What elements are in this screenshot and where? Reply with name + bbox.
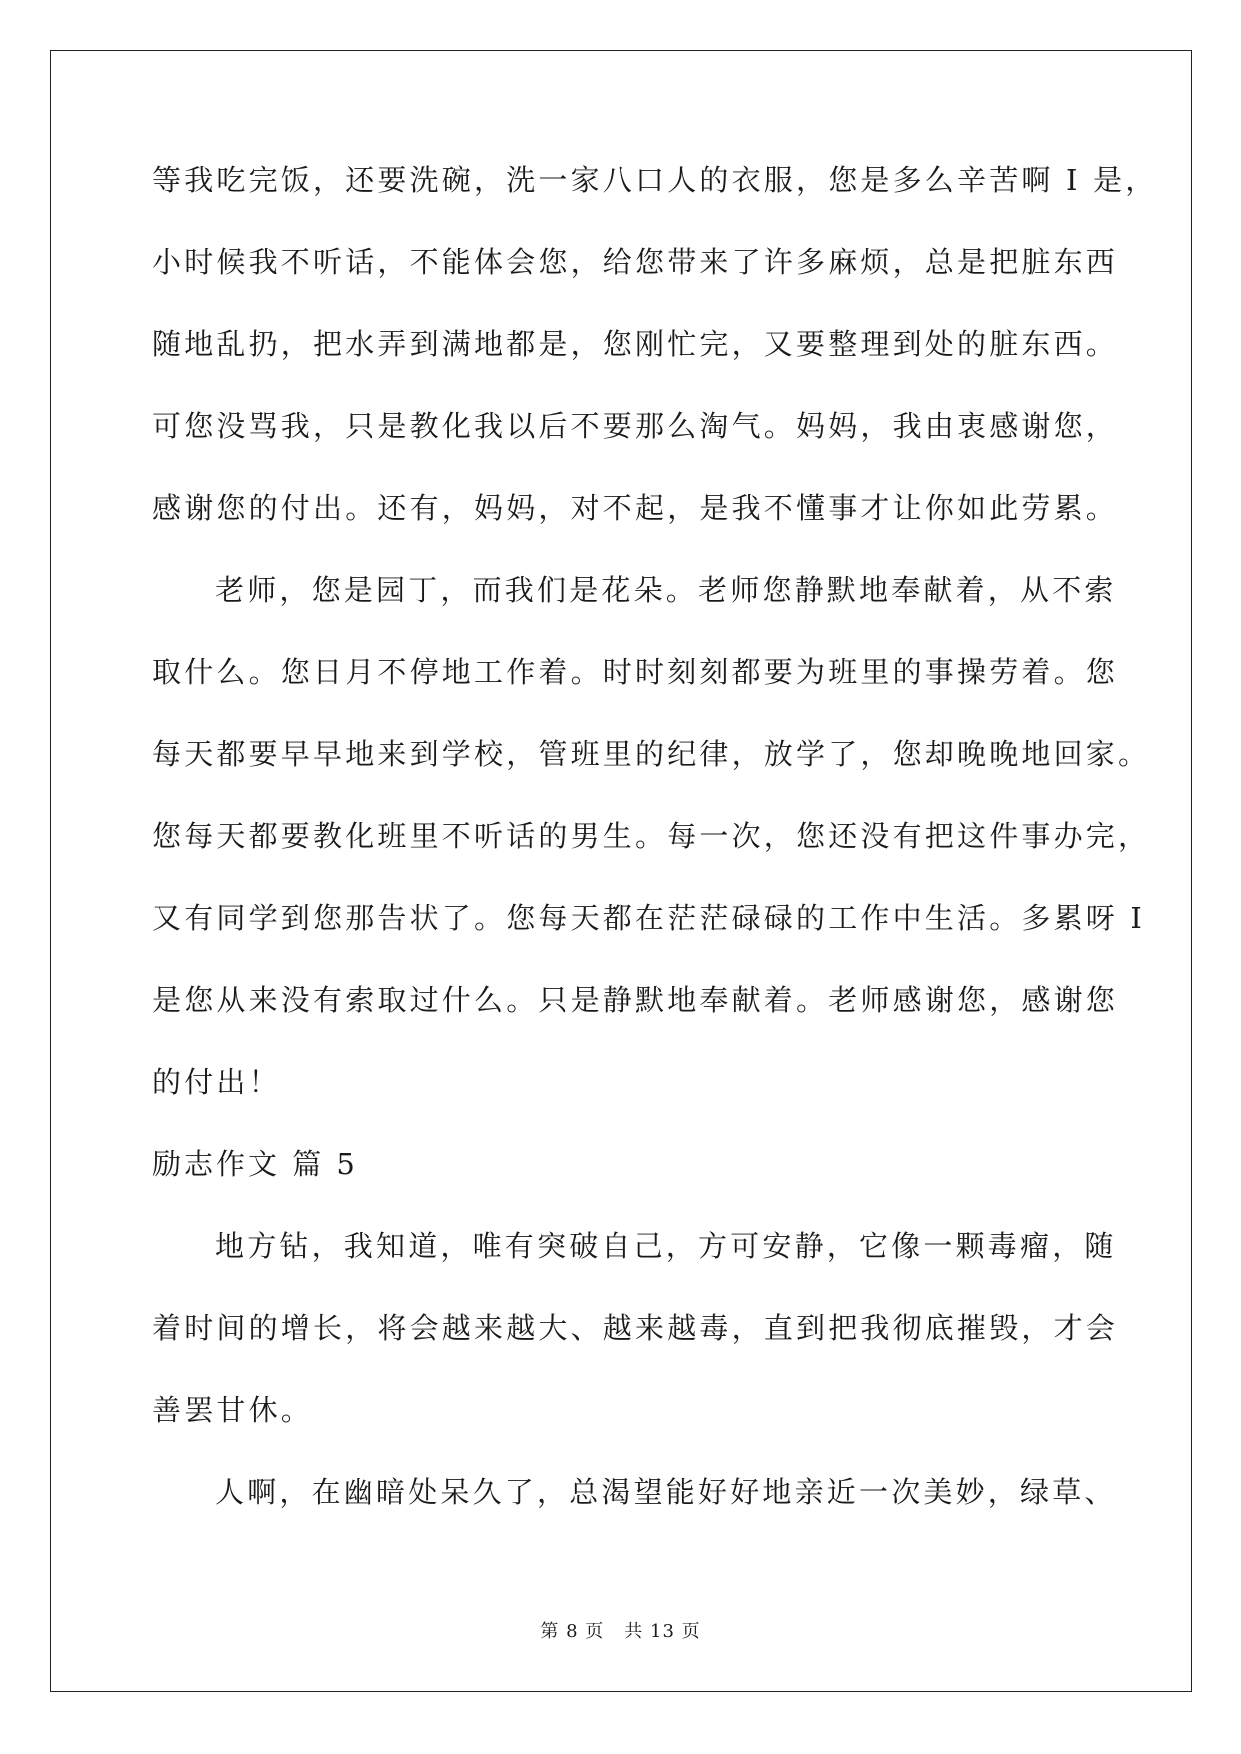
text-line: 感谢您的付出。还有，妈妈，对不起，是我不懂事才让你如此劳累。: [152, 491, 1119, 525]
text-line: 可您没骂我，只是教化我以后不要那么淘气。妈妈，我由衷感谢您，: [152, 409, 1119, 443]
text-line: 每天都要早早地来到学校，管班里的纪律，放学了，您却晚晚地回家。: [152, 737, 1151, 771]
paragraph: [152, 163, 1158, 575]
text-line: 是您从来没有索取过什么。只是静默地奉献着。老师感谢您，感谢您: [152, 983, 1119, 1017]
text-line: 着时间的增长，将会越来越大、越来越毒，直到把我彻底摧毁，才会: [152, 1311, 1119, 1345]
paragraph: [152, 573, 1151, 1149]
paragraph: [152, 1229, 1119, 1477]
paragraph: [152, 1475, 1117, 1559]
text-line: 老师，您是园丁，而我们是花朵。老师您静默地奉献着，从不索: [215, 573, 1117, 607]
page-number: 第 8 页: [540, 1621, 605, 1642]
text-line: 随地乱扔，把水弄到满地都是，您刚忙完，又要整理到处的脏东西。: [152, 327, 1119, 361]
text-line: 您每天都要教化班里不听话的男生。每一次，您还没有把这件事办完，: [152, 819, 1151, 853]
text-line: 善罢甘休。: [152, 1393, 314, 1427]
section-heading: 励志作文 篇 5: [152, 1147, 358, 1181]
text-line: 又有同学到您那告状了。您每天都在茫茫碌碌的工作中生活。多累呀 I: [152, 901, 1146, 935]
text-line: 等我吃完饭，还要洗碗，洗一家八口人的衣服，您是多么辛苦啊 I 是，: [152, 163, 1158, 197]
text-line: 人啊，在幽暗处呆久了，总渴望能好好地亲近一次美妙，绿草、: [215, 1475, 1117, 1509]
document-body: [152, 163, 1158, 1559]
text-line: 的付出！: [152, 1065, 281, 1099]
page-total: 共 13 页: [624, 1621, 701, 1642]
page-footer: [0, 1617, 1241, 1643]
text-line: 取什么。您日月不停地工作着。时时刻刻都要为班里的事操劳着。您: [152, 655, 1119, 689]
text-line: 小时候我不听话，不能体会您，给您带来了许多麻烦，总是把脏东西: [152, 245, 1119, 279]
text-line: 地方钻，我知道，唯有突破自己，方可安静，它像一颗毒瘤，随: [215, 1229, 1117, 1263]
